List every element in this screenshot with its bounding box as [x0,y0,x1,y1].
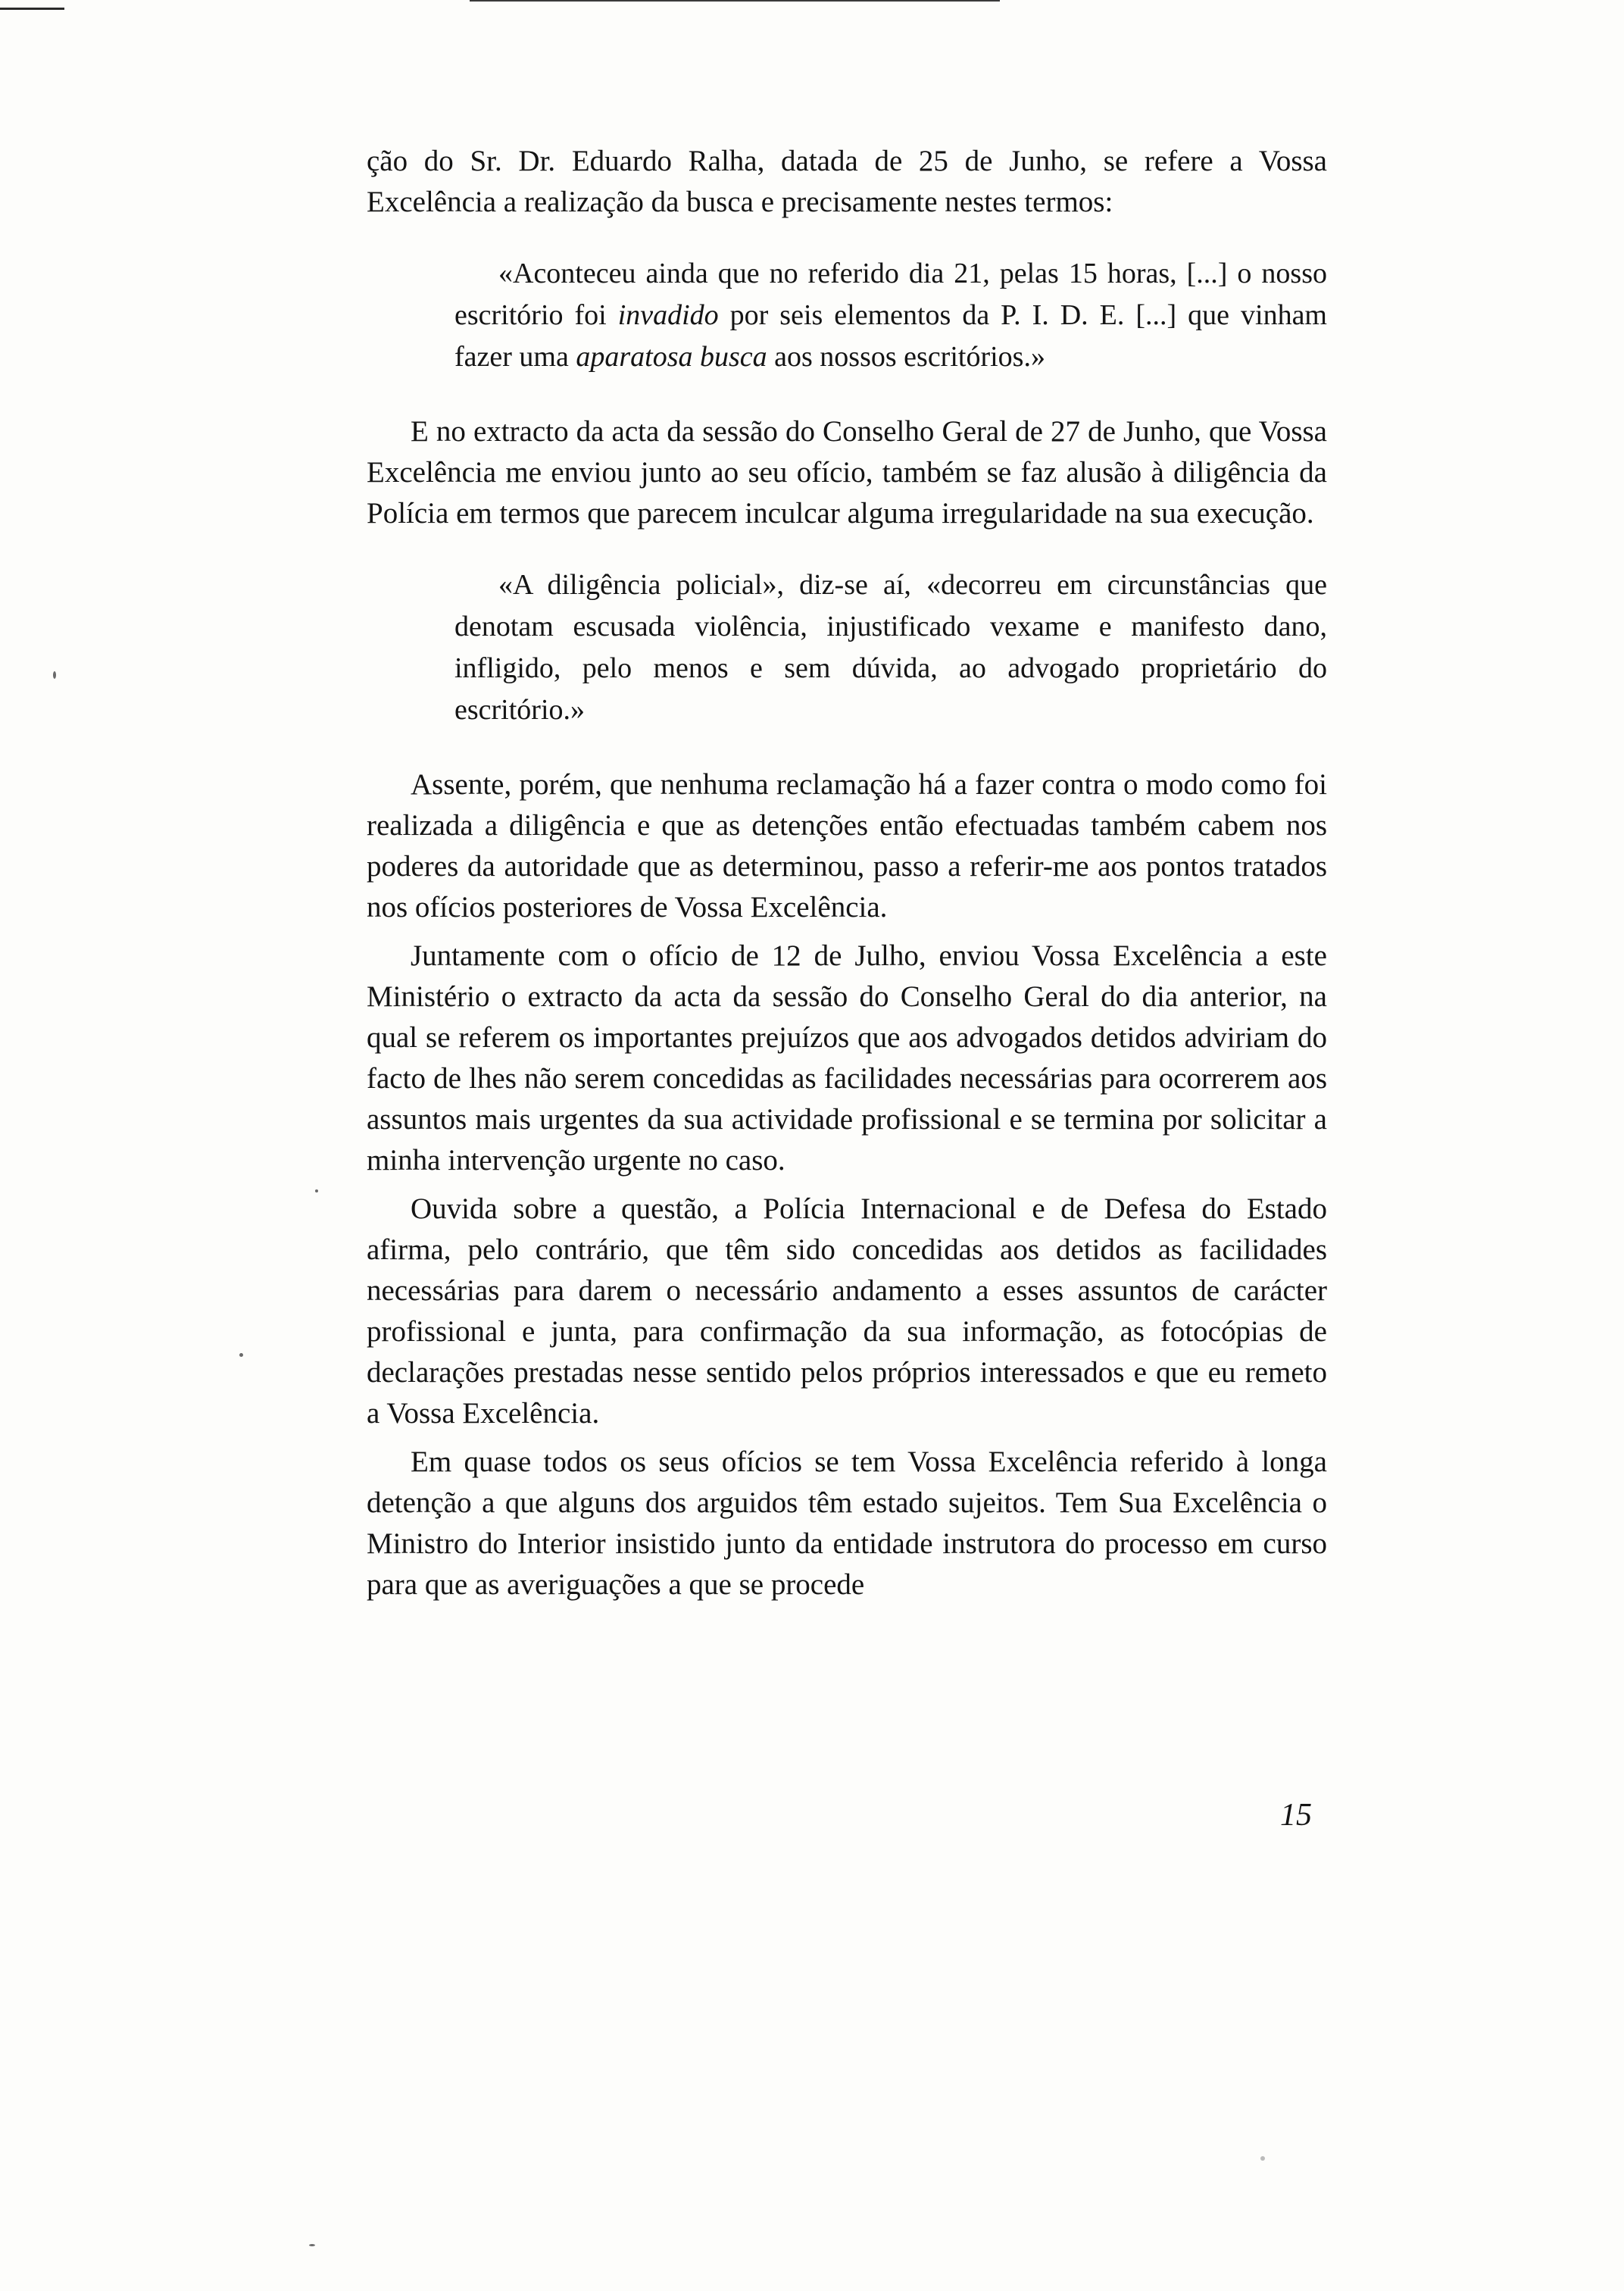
block-quote-2: «A diligência policial», diz-se aí, «decorreu em circunstâncias que denotam escusada violência, injustificado vexame e manifesto dano, infligido, pelo menos e sem dúvida, ao advogado proprietário do escritório.» [454,569,1327,726]
paragraph-4: Juntamente com o ofício de 12 de Julho, enviou Vossa Excelência a este Ministério o extracto da acta da sessão do Conselho Geral do dia anterior, na qual se referem os importantes prejuízos que aos advogados detidos adviriam do facto de lhes não serem concedidas as facilidades necessárias para ocorrerem aos assuntos mais urgentes da sua actividade profissional e se termina por solicitar a minha intervenção urgente no caso. [367,939,1327,1177]
margin-speck [1260,2156,1265,2161]
quote1-text-2: por seis elementos da P. I. D. E. [...] que vinham fazer uma [454,299,1327,373]
paragraph-5: Ouvida sobre a questão, a Polícia Internacional e de Defesa do Estado afirma, pelo contrário, que têm sido concedidas aos detidos as facilidades necessárias para darem o necessário andamento a esses assuntos de carácter profissional e junta, para confirmação da sua informação, as fotocópias de declarações prestadas nesse sentido pelos próprios interessados e que eu remeto a Vossa Excelência. [367,1192,1327,1430]
page-body [367,141,1327,1605]
paragraph-3: Assente, porém, que nenhuma reclamação há a fazer contra o modo como foi realizada a diligência e que as detenções então efectuadas também cabem nos poderes da autoridade que as determinou, passo a referir-me aos pontos tratados nos ofícios posteriores de Vossa Excelência. [367,768,1327,924]
paragraph-6: Em quase todos os seus ofícios se tem Vossa Excelência referido à longa detenção a que alguns dos arguidos têm estado sujeitos. Tem Sua Excelência o Ministro do Interior insistido junto da entidade instrutora do processo em curso para que as averiguações a que se procede [367,1446,1327,1601]
quote1-emphasis-1: invadido [617,299,719,331]
page-number: 15 [1280,1798,1312,1833]
top-rule [470,0,1000,2]
corner-mark [0,8,64,10]
quote1-text-3: aos nossos escritórios.» [767,341,1045,373]
margin-speck [309,2244,315,2246]
opening-paragraph: ção do Sr. Dr. Eduardo Ralha, datada de 25 de Junho, se refere a Vossa Excelência a realização da busca e precisamente nestes termos: [367,145,1327,218]
block-quote-1 [454,253,1327,378]
quote1-text-1: «Aconteceu ainda que no referido dia 21, pelas 15 horas, [...] o nosso escritório foi [454,258,1327,331]
quote1-emphasis-2: aparatosa busca [576,341,767,373]
paragraph-2: E no extracto da acta da sessão do Conselho Geral de 27 de Junho, que Vossa Excelência me enviou junto ao seu ofício, também se faz alusão à diligência da Polícia em termos que parecem inculcar alguma irregularidade na sua execução. [367,415,1327,530]
margin-speck [239,1353,243,1357]
margin-speck [315,1189,318,1192]
margin-speck [53,671,56,679]
